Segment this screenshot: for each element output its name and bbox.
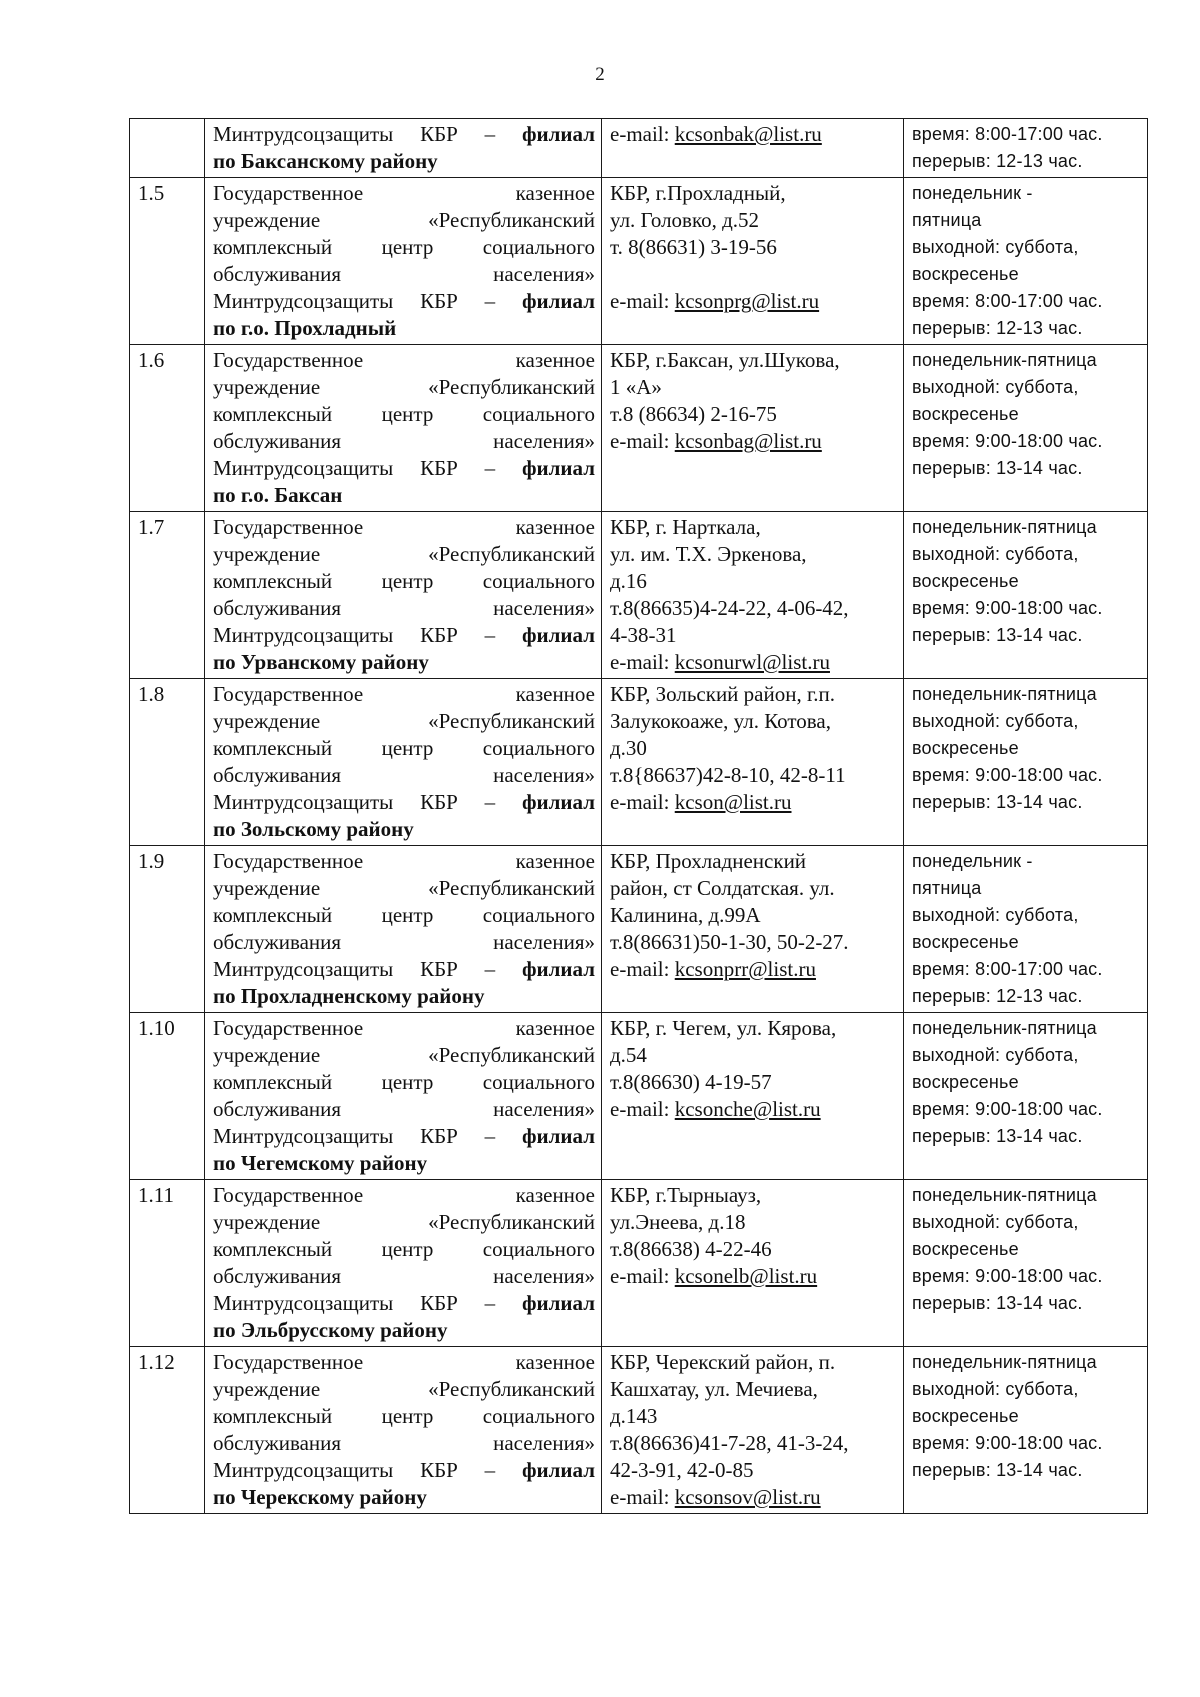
email-label: e-mail: <box>610 650 675 674</box>
contact-cell <box>602 119 904 178</box>
hours-line: время: 8:00-17:00 час. <box>912 959 1103 979</box>
ministry-line <box>213 455 595 482</box>
branch-directory-table <box>129 118 1148 1514</box>
working-hours-cell <box>904 1180 1148 1347</box>
row-number: 1.12 <box>130 1347 205 1514</box>
contact-line: т.8{86637)42-8-10, 42-8-11 <box>610 763 846 787</box>
hours-line: время: 9:00-18:00 час. <box>912 431 1103 451</box>
hours-line: выходной: суббота, <box>912 1379 1079 1399</box>
hours-line: выходной: суббота, <box>912 237 1079 257</box>
row-number: 1.6 <box>130 345 205 512</box>
email-label: e-mail: <box>610 289 675 313</box>
email-link[interactable]: kcson@list.ru <box>674 790 792 814</box>
hours-line: перерыв: 12-13 час. <box>912 151 1083 171</box>
institution-name-line: обслуживания населения» <box>213 1097 595 1121</box>
hours-line: понедельник - <box>912 851 1033 871</box>
working-hours-cell <box>904 1347 1148 1514</box>
branch-name: по г.о. Прохладный <box>213 316 397 340</box>
hours-line: понедельник-пятница <box>912 350 1097 370</box>
page-number: 2 <box>595 64 605 85</box>
hours-line: время: 9:00-18:00 час. <box>912 765 1103 785</box>
contact-line: д.54 <box>610 1043 647 1067</box>
contact-line: ул. им. Т.Х. Эркенова, <box>610 542 807 566</box>
institution-name-line: комплексный центр социального <box>213 903 595 927</box>
contact-cell <box>602 1180 904 1347</box>
contact-cell <box>602 679 904 846</box>
contact-cell <box>602 846 904 1013</box>
contact-line: д.30 <box>610 736 647 760</box>
contact-line: район, ст Солдатская. ул. <box>610 876 835 900</box>
branch-name: по Черекскому району <box>213 1485 427 1509</box>
contact-cell <box>602 178 904 345</box>
email-link[interactable]: kcsonprg@list.ru <box>674 289 820 313</box>
contact-cell <box>602 1013 904 1180</box>
email-line <box>610 121 897 148</box>
institution-name-line: обслуживания населения» <box>213 262 595 286</box>
institution-name-line: Государственное казенное <box>213 1350 595 1374</box>
hours-line: перерыв: 13-14 час. <box>912 458 1083 478</box>
contact-line: Кашхатау, ул. Мечиева, <box>610 1377 818 1401</box>
table-body <box>130 119 1148 1514</box>
ministry-line <box>213 789 595 816</box>
hours-line: выходной: суббота, <box>912 377 1079 397</box>
hours-line: воскресенье <box>912 264 1019 284</box>
hours-line: время: 9:00-18:00 час. <box>912 1433 1103 1453</box>
email-line <box>610 956 897 983</box>
email-label: e-mail: <box>610 790 675 814</box>
ministry-name: Минтрудсоцзащиты КБР – <box>213 1458 523 1482</box>
hours-line: понедельник-пятница <box>912 1352 1097 1372</box>
institution-name-cell <box>205 1347 602 1514</box>
institution-name-line: комплексный центр социального <box>213 569 595 593</box>
contact-line: КБР, г.Баксан, ул.Шукова, <box>610 348 840 372</box>
email-label: e-mail: <box>610 1097 675 1121</box>
ministry-name: Минтрудсоцзащиты КБР – <box>213 1291 523 1315</box>
institution-name-cell <box>205 1013 602 1180</box>
row-number: 1.10 <box>130 1013 205 1180</box>
branch-label: филиал <box>522 289 595 313</box>
email-link[interactable]: kcsonbak@list.ru <box>674 122 822 146</box>
institution-name-line: обслуживания населения» <box>213 930 595 954</box>
institution-name-line: учреждение «Республиканский <box>213 876 595 900</box>
hours-line: воскресенье <box>912 571 1019 591</box>
email-line <box>610 1096 897 1123</box>
hours-line: воскресенье <box>912 738 1019 758</box>
branch-label: филиал <box>522 1291 595 1315</box>
hours-line: выходной: суббота, <box>912 711 1079 731</box>
ministry-name: Минтрудсоцзащиты КБР – <box>213 289 523 313</box>
table-row <box>130 1180 1148 1347</box>
email-line <box>610 288 897 315</box>
ministry-line <box>213 1123 595 1150</box>
email-line <box>610 649 897 676</box>
contact-line: КБР, г.Прохладный, <box>610 181 786 205</box>
ministry-name: Минтрудсоцзащиты КБР – <box>213 957 523 981</box>
hours-line: пятница <box>912 210 982 230</box>
row-number: 1.11 <box>130 1180 205 1347</box>
contact-line: КБР, Черекский район, п. <box>610 1350 836 1374</box>
email-label: e-mail: <box>610 1485 675 1509</box>
contact-line: т. 8(86631) 3-19-56 <box>610 235 777 259</box>
working-hours-cell <box>904 119 1148 178</box>
hours-line: время: 8:00-17:00 час. <box>912 291 1103 311</box>
row-number <box>130 119 205 178</box>
hours-line: перерыв: 13-14 час. <box>912 792 1083 812</box>
working-hours-cell <box>904 345 1148 512</box>
hours-line: перерыв: 13-14 час. <box>912 1293 1083 1313</box>
institution-name-line: Государственное казенное <box>213 1016 595 1040</box>
hours-line: понедельник-пятница <box>912 1018 1097 1038</box>
contact-line: Залукокоаже, ул. Котова, <box>610 709 832 733</box>
email-link[interactable]: kcsonelb@list.ru <box>674 1264 818 1288</box>
contact-cell <box>602 345 904 512</box>
hours-line: время: 9:00-18:00 час. <box>912 1099 1103 1119</box>
email-line <box>610 1263 897 1290</box>
institution-name-line: учреждение «Республиканский <box>213 709 595 733</box>
contact-line: ул. Головко, д.52 <box>610 208 760 232</box>
hours-line: воскресенье <box>912 1072 1019 1092</box>
institution-name-line: Государственное казенное <box>213 181 595 205</box>
contact-line: Калинина, д.99А <box>610 903 761 927</box>
ministry-name: Минтрудсоцзащиты КБР – <box>213 456 523 480</box>
email-link[interactable]: kcsonsov@list.ru <box>674 1485 821 1509</box>
email-label: e-mail: <box>610 122 675 146</box>
contact-line: 4-38-31 <box>610 623 677 647</box>
institution-name-line: комплексный центр социального <box>213 1404 595 1428</box>
email-link[interactable]: kcsonbag@list.ru <box>674 429 822 453</box>
contact-line: т.8 (86634) 2-16-75 <box>610 402 777 426</box>
contact-line: т.8(86635)4-24-22, 4-06-42, <box>610 596 849 620</box>
institution-name-cell <box>205 119 602 178</box>
hours-line: время: 8:00-17:00 час. <box>912 124 1103 144</box>
institution-name-line: Государственное казенное <box>213 515 595 539</box>
hours-line: выходной: суббота, <box>912 1045 1079 1065</box>
contact-line: КБР, г. Чегем, ул. Кярова, <box>610 1016 837 1040</box>
institution-name-cell <box>205 345 602 512</box>
table-row <box>130 178 1148 345</box>
ministry-name: Минтрудсоцзащиты КБР – <box>213 790 523 814</box>
working-hours-cell <box>904 679 1148 846</box>
email-link[interactable]: kcsonprr@list.ru <box>674 957 816 981</box>
institution-name-line: учреждение «Республиканский <box>213 375 595 399</box>
hours-line: пятница <box>912 878 982 898</box>
branch-name: по Чегемскому району <box>213 1151 428 1175</box>
branch-label: филиал <box>522 456 595 480</box>
branch-label: филиал <box>522 790 595 814</box>
hours-line: воскресенье <box>912 1406 1019 1426</box>
branch-name: по Урванскому району <box>213 650 429 674</box>
branch-name: по Эльбрусскому району <box>213 1318 448 1342</box>
hours-line: перерыв: 12-13 час. <box>912 318 1083 338</box>
contact-cell <box>602 512 904 679</box>
hours-line: перерыв: 13-14 час. <box>912 1126 1083 1146</box>
email-label: e-mail: <box>610 429 675 453</box>
branch-label: филиал <box>522 122 595 146</box>
institution-name-cell <box>205 679 602 846</box>
working-hours-cell <box>904 1013 1148 1180</box>
branch-label: филиал <box>522 1458 595 1482</box>
institution-name-line: обслуживания населения» <box>213 429 595 453</box>
email-link[interactable]: kcsonurwl@list.ru <box>674 650 830 674</box>
email-line <box>610 1484 897 1511</box>
hours-line: понедельник-пятница <box>912 1185 1097 1205</box>
email-link[interactable]: kcsonche@list.ru <box>674 1097 821 1121</box>
hours-line: выходной: суббота, <box>912 1212 1079 1232</box>
contact-line: т.8(86636)41-7-28, 41-3-24, <box>610 1431 849 1455</box>
contact-line: 42-3-91, 42-0-85 <box>610 1458 754 1482</box>
ministry-name: Минтрудсоцзащиты КБР – <box>213 623 523 647</box>
contact-line: КБР, Зольский район, г.п. <box>610 682 835 706</box>
table-row <box>130 846 1148 1013</box>
institution-name-cell <box>205 512 602 679</box>
branch-name: по г.о. Баксан <box>213 483 343 507</box>
hours-line: понедельник - <box>912 183 1033 203</box>
email-label: e-mail: <box>610 1264 675 1288</box>
email-line <box>610 789 897 816</box>
institution-name-line: Государственное казенное <box>213 682 595 706</box>
institution-name-line: обслуживания населения» <box>213 1264 595 1288</box>
ministry-line <box>213 121 595 148</box>
contact-line: КБР, г.Тырныауз, <box>610 1183 762 1207</box>
working-hours-cell <box>904 512 1148 679</box>
contact-line: т.8(86638) 4-22-46 <box>610 1237 772 1261</box>
table-row <box>130 1347 1148 1514</box>
institution-name-line: учреждение «Республиканский <box>213 542 595 566</box>
branch-name: по Прохладненскому району <box>213 984 485 1008</box>
hours-line: воскресенье <box>912 1239 1019 1259</box>
ministry-name: Минтрудсоцзащиты КБР – <box>213 122 523 146</box>
email-line <box>610 428 897 455</box>
branch-label: филиал <box>522 1124 595 1148</box>
branch-name: по Зольскому району <box>213 817 414 841</box>
ministry-line <box>213 288 595 315</box>
ministry-line <box>213 1290 595 1317</box>
table-row <box>130 679 1148 846</box>
institution-name-line: Государственное казенное <box>213 1183 595 1207</box>
institution-name-line: комплексный центр социального <box>213 235 595 259</box>
institution-name-line: Государственное казенное <box>213 348 595 372</box>
institution-name-line: обслуживания населения» <box>213 1431 595 1455</box>
institution-name-line: комплексный центр социального <box>213 1070 595 1094</box>
ministry-line <box>213 622 595 649</box>
contact-line: т.8(86630) 4-19-57 <box>610 1070 772 1094</box>
working-hours-cell <box>904 178 1148 345</box>
email-label: e-mail: <box>610 957 675 981</box>
row-number: 1.5 <box>130 178 205 345</box>
branch-name: по Баксанскому району <box>213 149 438 173</box>
contact-line: д.16 <box>610 569 647 593</box>
institution-name-line: комплексный центр социального <box>213 402 595 426</box>
row-number: 1.7 <box>130 512 205 679</box>
table-row <box>130 345 1148 512</box>
contact-line: ул.Энеева, д.18 <box>610 1210 746 1234</box>
institution-name-line: учреждение «Республиканский <box>213 1210 595 1234</box>
institution-name-cell <box>205 846 602 1013</box>
institution-name-line: обслуживания населения» <box>213 596 595 620</box>
table-row <box>130 1013 1148 1180</box>
institution-name-line: комплексный центр социального <box>213 736 595 760</box>
row-number: 1.8 <box>130 679 205 846</box>
branch-label: филиал <box>522 957 595 981</box>
branch-label: филиал <box>522 623 595 647</box>
contact-line: т.8(86631)50-1-30, 50-2-27. <box>610 930 849 954</box>
institution-name-line: учреждение «Республиканский <box>213 1043 595 1067</box>
hours-line: перерыв: 13-14 час. <box>912 1460 1083 1480</box>
hours-line: время: 9:00-18:00 час. <box>912 598 1103 618</box>
working-hours-cell <box>904 846 1148 1013</box>
hours-line: перерыв: 12-13 час. <box>912 986 1083 1006</box>
ministry-line <box>213 1457 595 1484</box>
contact-line: д.143 <box>610 1404 658 1428</box>
contact-line: КБР, Прохладненский <box>610 849 807 873</box>
institution-name-line: комплексный центр социального <box>213 1237 595 1261</box>
table-row <box>130 512 1148 679</box>
hours-line: воскресенье <box>912 932 1019 952</box>
institution-name-line: учреждение «Республиканский <box>213 1377 595 1401</box>
institution-name-line: учреждение «Республиканский <box>213 208 595 232</box>
institution-name-cell <box>205 178 602 345</box>
ministry-name: Минтрудсоцзащиты КБР – <box>213 1124 523 1148</box>
institution-name-cell <box>205 1180 602 1347</box>
institution-name-line: Государственное казенное <box>213 849 595 873</box>
hours-line: понедельник-пятница <box>912 684 1097 704</box>
contact-cell <box>602 1347 904 1514</box>
contact-line: 1 «А» <box>610 375 662 399</box>
ministry-line <box>213 956 595 983</box>
hours-line: время: 9:00-18:00 час. <box>912 1266 1103 1286</box>
institution-name-line: обслуживания населения» <box>213 763 595 787</box>
hours-line: перерыв: 13-14 час. <box>912 625 1083 645</box>
hours-line: понедельник-пятница <box>912 517 1097 537</box>
row-number: 1.9 <box>130 846 205 1013</box>
table-row <box>130 119 1148 178</box>
hours-line: воскресенье <box>912 404 1019 424</box>
hours-line: выходной: суббота, <box>912 905 1079 925</box>
hours-line: выходной: суббота, <box>912 544 1079 564</box>
contact-line: КБР, г. Нарткала, <box>610 515 761 539</box>
